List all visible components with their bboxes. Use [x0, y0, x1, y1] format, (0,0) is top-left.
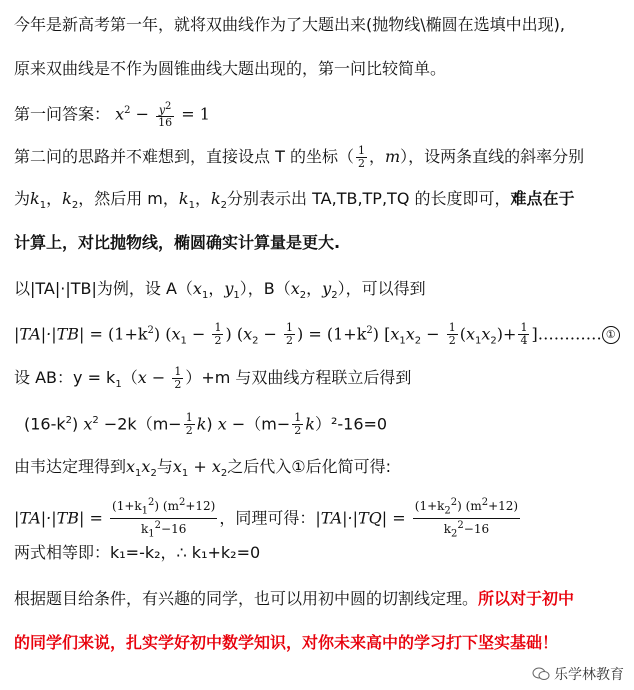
equation-x2: x: [115, 104, 125, 124]
formula-ta-tb: $|TA|\cdot|TB| = (1+k^2) (x_1$ − $\frac{1}{2}$ ) ($x_2$ − $\frac{1}{2}$ ) = $(1+k^2) [x_1x_2$ − $\frac{1}{2}$ $(x_1x_2)+$ $\frac{1}{4}$ ]………… ①: [14, 320, 620, 353]
paragraph-line-14: 根据题目给条件，有兴趣的同学，也可以用初中圆的切割线定理。所以对于初中: [14, 589, 575, 608]
formula-results: |TA|·|TB| = $\frac{(1+k_1^2) (m^2+12)}{k_1^2-16}$ ，同理可得：|TA|·|TQ| = $\frac{(1+k_2^2) (m^2+12)}{k_2^2-16}$: [14, 497, 519, 540]
paragraph-line-13: 两式相等即：k₁=-k₂，∴ k₁+k₂=0: [14, 543, 261, 562]
paragraph-line-7: 以|TA|·|TB|为例，设 $A(x_1$，$y_1$），$B(x_2$，$y_2$），可以得到: [14, 279, 426, 302]
paragraph-line-5: 为$k_1$，$k_2$，然后用 m，$k_1$，$k_2$分别表示出 TA,TB,TP,TQ 的长度即可，难点在于: [14, 189, 575, 212]
watermark-text: 乐学林教育: [554, 667, 624, 683]
watermark: [532, 664, 624, 684]
quadratic-equation: $(16-k^2)$ $x^2 -2k(m-$ $\frac{1}{2}$ k) x −（m− $\frac{1}{2}$ k）²-16=0: [24, 411, 388, 438]
first-answer-label: 第一问答案：: [14, 104, 111, 124]
circled-one-marker: ①: [602, 326, 620, 344]
paragraph-line-9: 设 AB：$y = k_1(x$ − $\frac{1}{2}$ ）+m 与双曲线方程联立后得到: [14, 365, 412, 391]
wechat-icon: [532, 667, 550, 681]
paragraph-line-2: 原来双曲线是不作为圆锥曲线大题出现的，第一问比较简单。: [14, 59, 447, 78]
paragraph-line-6: 计算上，对比抛物线，椭圆确实计算量是更大.: [14, 233, 341, 252]
paragraph-line-4: 第二问的思路并不难想到，直接设点 T 的坐标（ $\frac{1}{2}$ ，m），设两条直线的斜率分别: [14, 144, 585, 170]
paragraph-line-1: 今年是新高考第一年，就将双曲线作为了大题出来(抛物线\椭圆在选填中出现),: [14, 15, 565, 34]
paragraph-line-11: 由韦达定理得到$x_1x_2$与$x_1 + x_2$之后代入①后化简可得:: [14, 457, 391, 480]
first-answer-line: 第一问答案： $x^2$ − $\frac{y^2}{16}$ = 1: [14, 100, 210, 130]
fraction-y2-over-16: $\frac{y^2}{16}$: [158, 100, 173, 130]
paragraph-line-15: 的同学们来说，扎实学好初中数学知识，对你未来高中的学习打下坚实基础！: [14, 633, 559, 652]
